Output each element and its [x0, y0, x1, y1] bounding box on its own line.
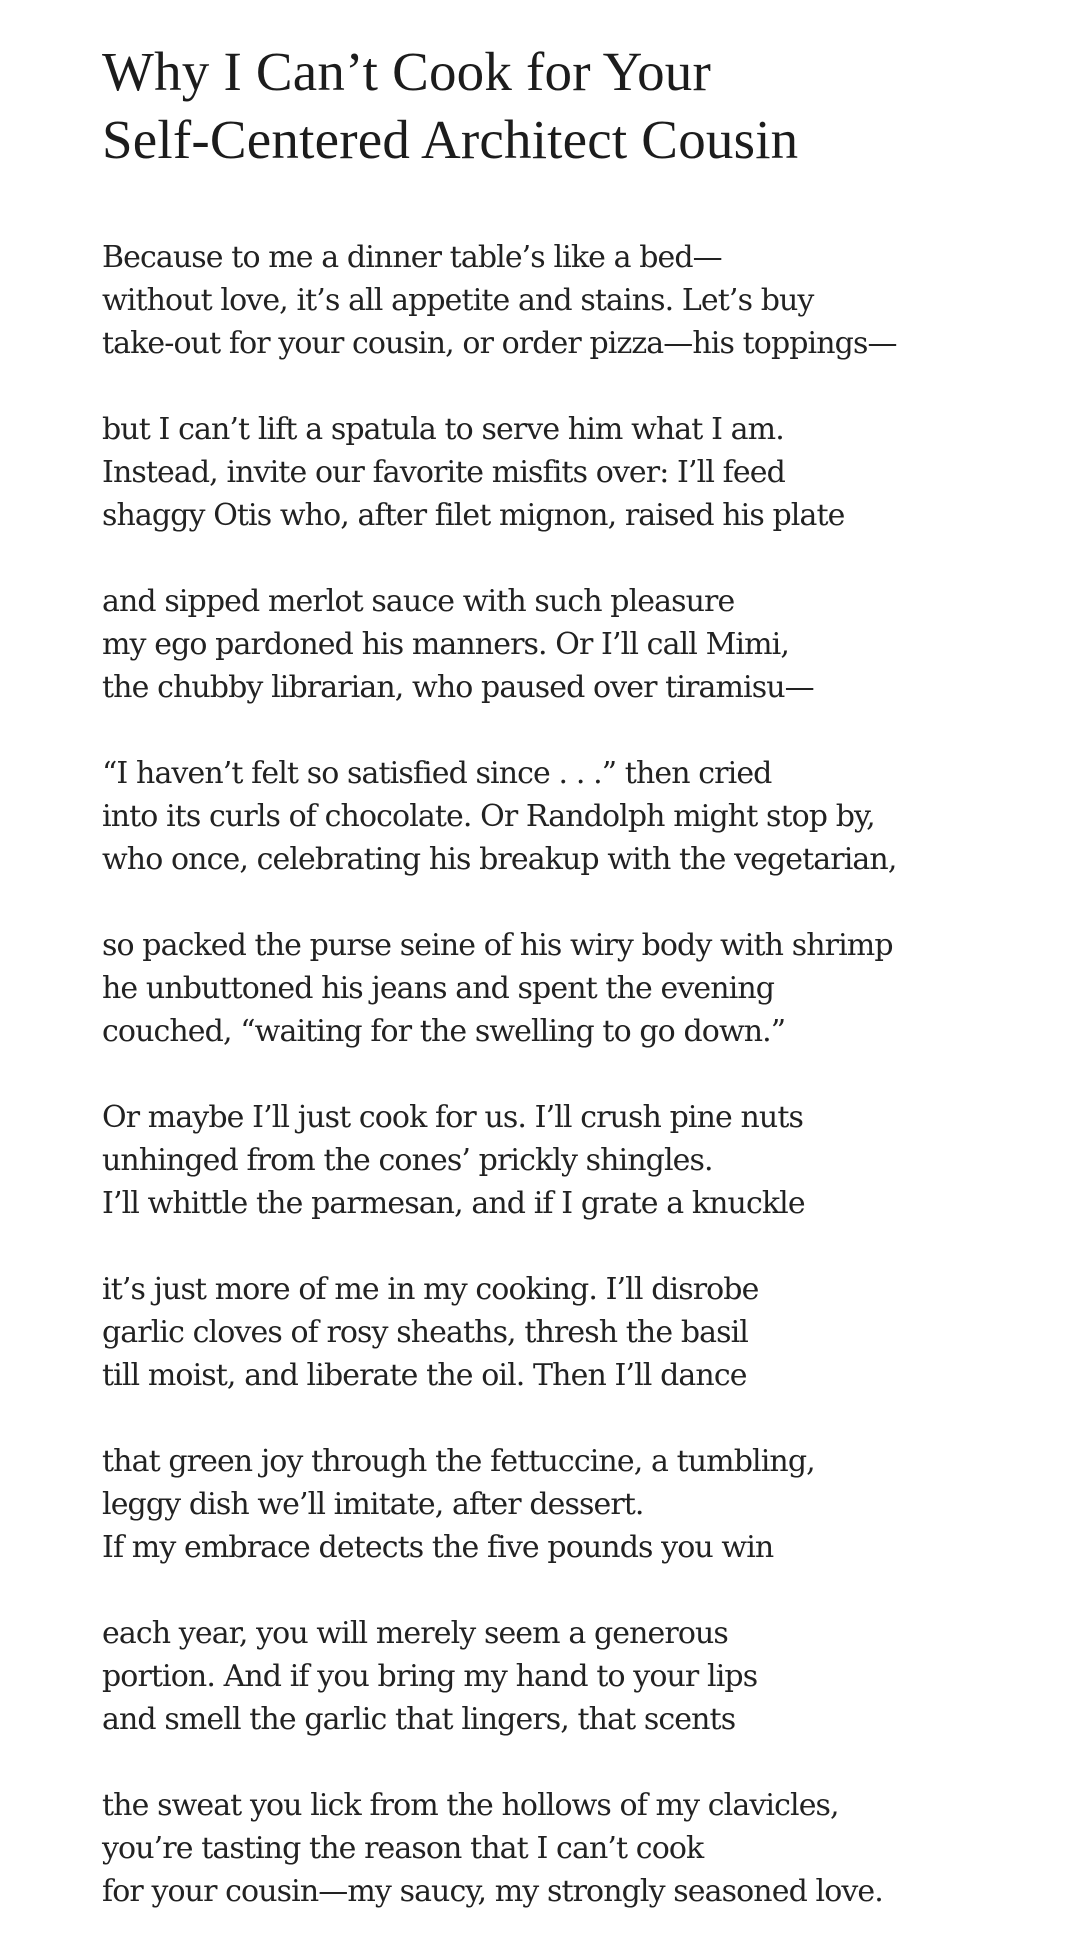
poem-line: Instead, invite our favorite misfits over: I’ll feed [102, 455, 785, 490]
poem-line: who once, celebrating his breakup with the vegetarian, [102, 842, 897, 877]
poem-line: you’re tasting the reason that I can’t cook [102, 1831, 704, 1866]
poem-line: my ego pardoned his manners. Or I’ll call Mimi, [102, 627, 789, 662]
poem-line: for your cousin—my saucy, my strongly seasoned love. [102, 1874, 883, 1909]
stanza [102, 408, 1062, 537]
stanza [102, 1440, 1062, 1569]
poem-line: unhinged from the cones’ prickly shingles. [102, 1143, 713, 1178]
poem-line: into its curls of chocolate. Or Randolph might stop by, [102, 799, 875, 834]
poem-line: portion. And if you bring my hand to your lips [102, 1659, 758, 1694]
poem-line: and sipped merlot sauce with such pleasure [102, 584, 735, 619]
poem-line: couched, “waiting for the swelling to go down.” [102, 1014, 786, 1049]
poem-page [102, 38, 1062, 1956]
poem-line: each year, you will merely seem a generous [102, 1616, 728, 1651]
stanza [102, 752, 1062, 881]
poem-line: it’s just more of me in my cooking. I’ll disrobe [102, 1272, 759, 1307]
stanza [102, 1268, 1062, 1397]
poem-line: and smell the garlic that lingers, that scents [102, 1702, 736, 1737]
poem-body [102, 236, 1062, 1913]
stanza [102, 236, 1062, 365]
stanza [102, 580, 1062, 709]
poem-line: without love, it’s all appetite and stains. Let’s buy [102, 283, 814, 318]
poem-line: shaggy Otis who, after filet mignon, raised his plate [102, 498, 845, 533]
poem-line: that green joy through the fettuccine, a tumbling, [102, 1444, 815, 1479]
poem-line: Or maybe I’ll just cook for us. I’ll crush pine nuts [102, 1100, 803, 1135]
poem-line: garlic cloves of rosy sheaths, thresh the basil [102, 1315, 749, 1350]
poem-title-line: Self-Centered Architect Cousin [102, 109, 799, 170]
poem-title [102, 38, 1062, 174]
poem-line: till moist, and liberate the oil. Then I’ll dance [102, 1358, 747, 1393]
poem-line: the chubby librarian, who paused over tiramisu— [102, 670, 814, 705]
poem-line: so packed the purse seine of his wiry body with shrimp [102, 928, 893, 963]
stanza [102, 1612, 1062, 1741]
stanza [102, 924, 1062, 1053]
poem-line: take-out for your cousin, or order pizza—his toppings— [102, 326, 897, 361]
poem-line: the sweat you lick from the hollows of my clavicles, [102, 1788, 839, 1823]
poem-line: but I can’t lift a spatula to serve him what I am. [102, 412, 784, 447]
poem-line: I’ll whittle the parmesan, and if I grate a knuckle [102, 1186, 805, 1221]
stanza [102, 1784, 1062, 1913]
poem-title-line: Why I Can’t Cook for Your [102, 41, 711, 102]
poem-line: he unbuttoned his jeans and spent the evening [102, 971, 775, 1006]
poem-line: leggy dish we’ll imitate, after dessert. [102, 1487, 644, 1522]
poem-line: Because to me a dinner table’s like a bed— [102, 240, 722, 275]
poem-line: If my embrace detects the five pounds you win [102, 1530, 774, 1565]
stanza [102, 1096, 1062, 1225]
poem-line: “I haven’t felt so satisfied since . . .” then cried [102, 756, 772, 791]
